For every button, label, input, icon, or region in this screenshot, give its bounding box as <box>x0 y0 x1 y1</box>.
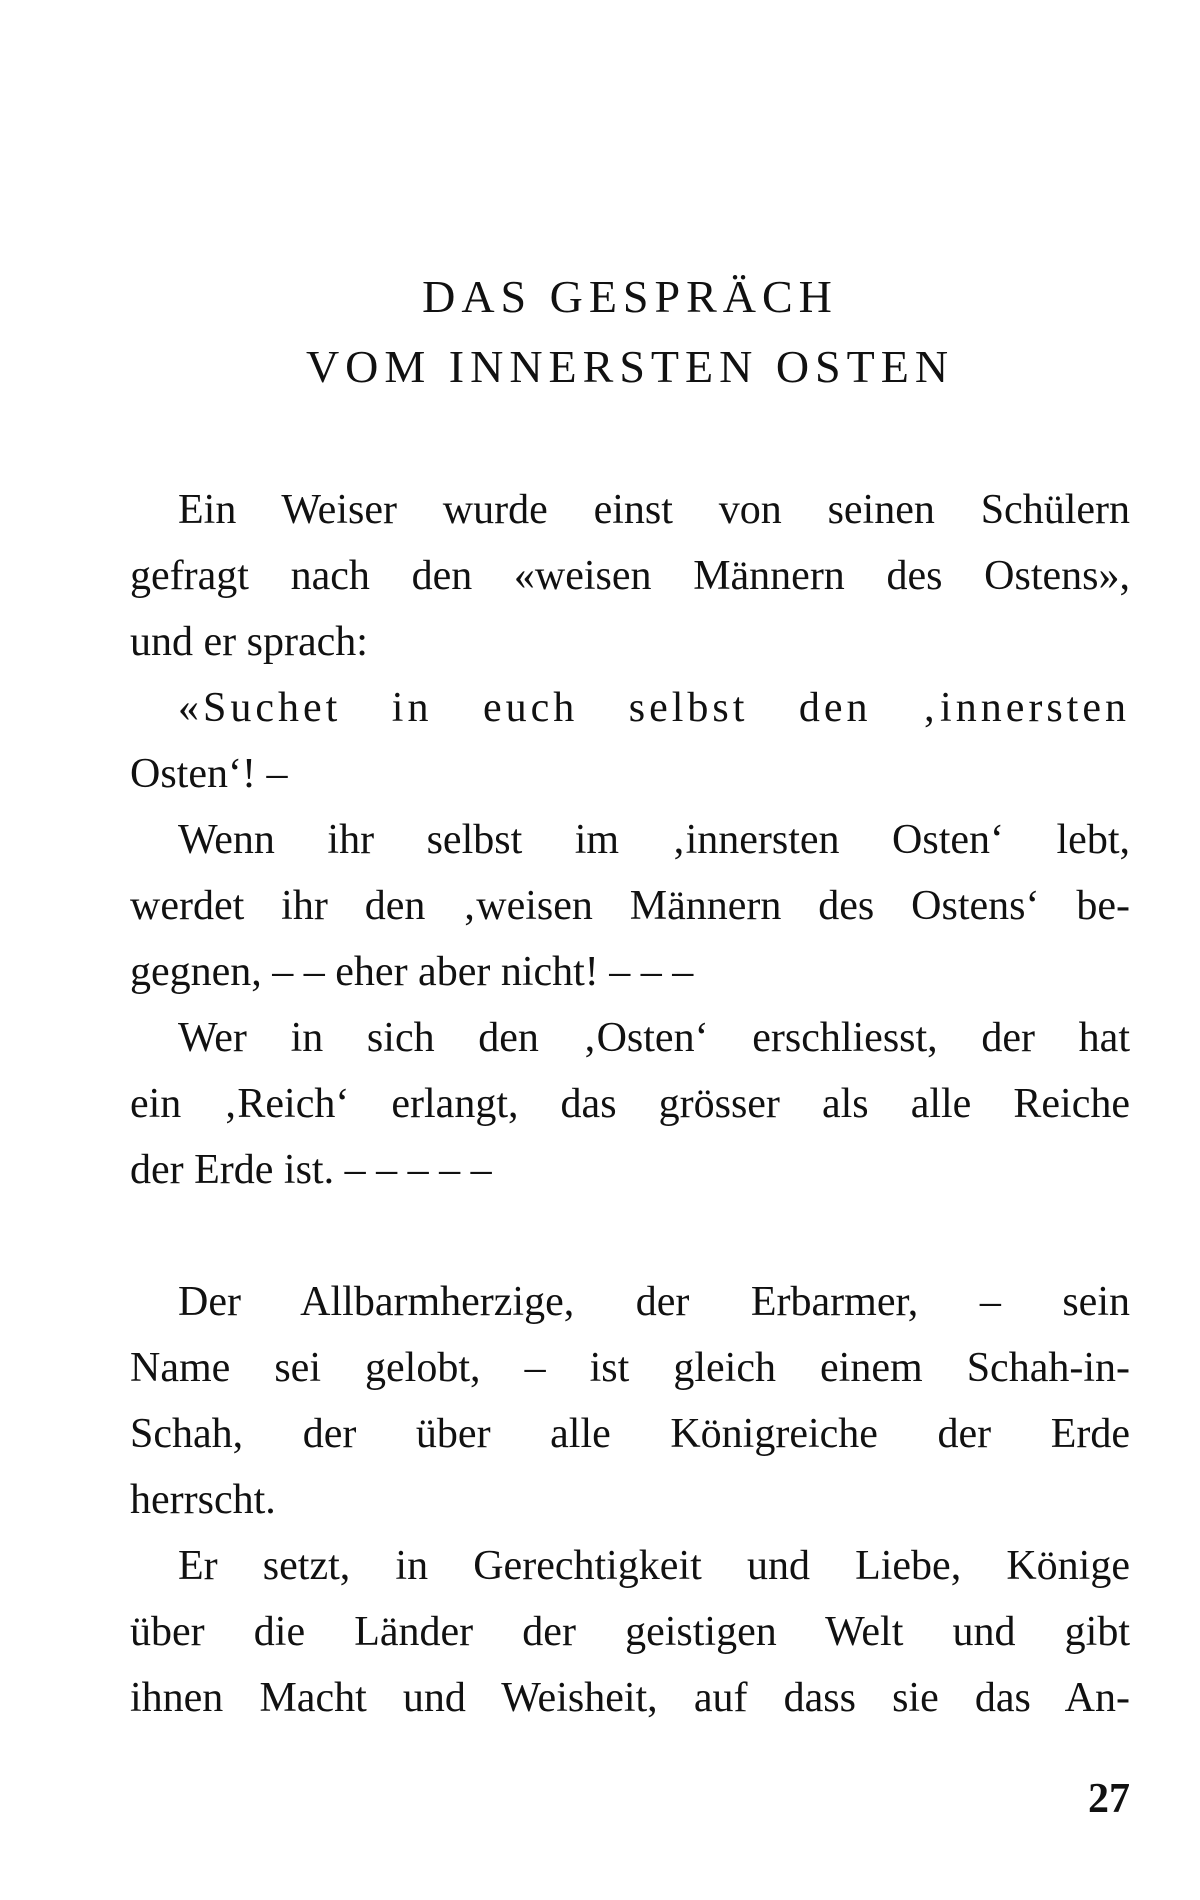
paragraph-5 <box>130 1269 1130 1533</box>
text-line: Osten‘! – <box>130 751 288 797</box>
text-line: Er setzt, in Gerechtigkeit und Liebe, Könige <box>178 1543 1130 1589</box>
paragraph-1 <box>130 477 1130 675</box>
text-line: und er sprach: <box>130 619 368 665</box>
body-text <box>130 477 1130 1731</box>
text-line: Name sei gelobt, – ist gleich einem Schah-in- <box>130 1345 1130 1391</box>
chapter-title-line-2: VOM INNERSTEN OSTEN <box>305 341 955 392</box>
text-line: über die Länder der geistigen Welt und gibt <box>130 1609 1130 1655</box>
chapter-title <box>0 262 1200 402</box>
chapter-title-line-1: DAS GESPRÄCH <box>422 271 838 322</box>
paragraph-2 <box>130 675 1130 807</box>
text-line: ihnen Macht und Weisheit, auf dass sie das An- <box>130 1675 1130 1721</box>
text-line: gegnen, – – eher aber nicht! – – – <box>130 949 694 995</box>
text-line: der Erde ist. – – – – – <box>130 1147 492 1193</box>
text-line: Schah, der über alle Königreiche der Erde <box>130 1411 1130 1457</box>
paragraph-gap <box>130 1203 1130 1269</box>
text-line: Wenn ihr selbst im ‚innersten Osten‘ lebt, <box>178 817 1130 863</box>
text-line: herrscht. <box>130 1477 276 1523</box>
paragraph-3 <box>130 807 1130 1005</box>
text-line: Der Allbarmherzige, der Erbarmer, – sein <box>178 1279 1130 1325</box>
text-line: Wer in sich den ‚Osten‘ erschliesst, der hat <box>178 1015 1130 1061</box>
text-line: gefragt nach den «weisen Männern des Ostens», <box>130 553 1130 599</box>
text-line: «Suchet in euch selbst den ‚innersten <box>178 685 1130 731</box>
text-line: werdet ihr den ‚weisen Männern des Ostens‘ be- <box>130 883 1130 929</box>
page-number: 27 <box>1088 1776 1130 1822</box>
text-line: ein ‚Reich‘ erlangt, das grösser als alle Reiche <box>130 1081 1130 1127</box>
text-line: Ein Weiser wurde einst von seinen Schülern <box>178 487 1130 533</box>
paragraph-6 <box>130 1533 1130 1731</box>
paragraph-4 <box>130 1005 1130 1203</box>
